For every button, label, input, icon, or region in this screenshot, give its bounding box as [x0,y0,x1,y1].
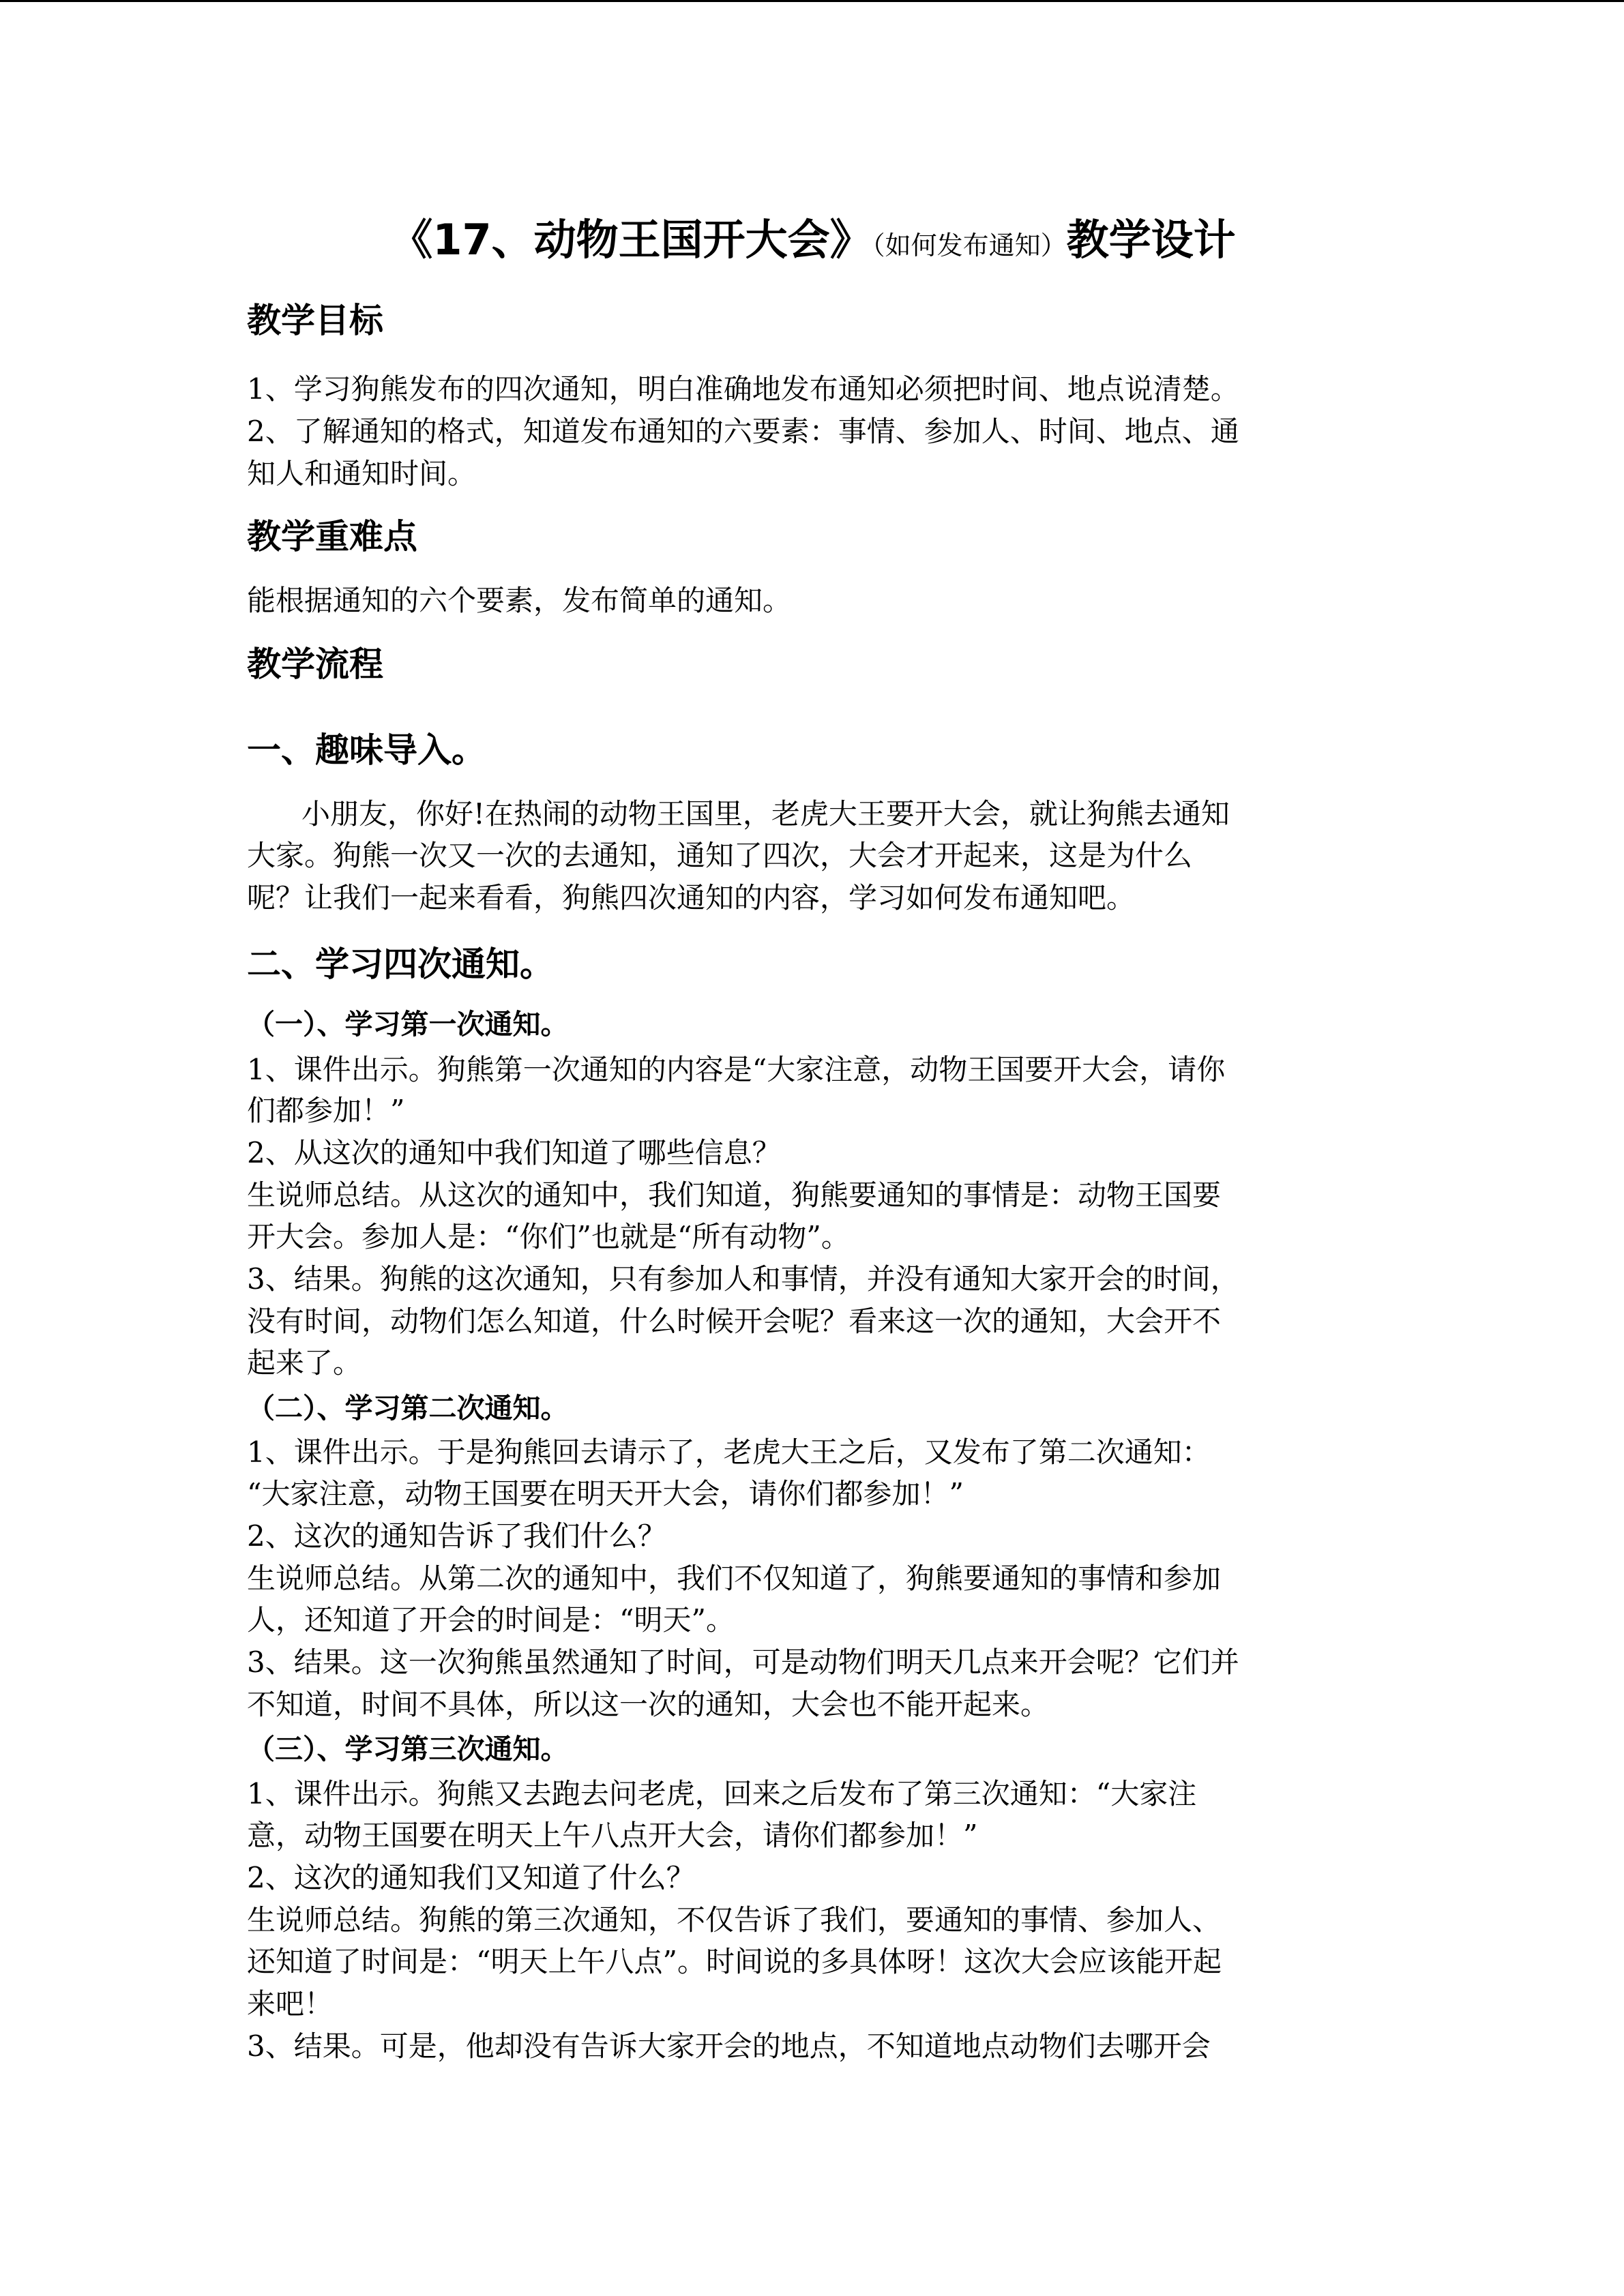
body-line: 2、从这次的通知中我们知道了哪些信息？ [247,1136,781,1169]
title-end: 教学设计 [1066,215,1236,265]
heading-part-1: 一、趣味导入。 [247,730,486,770]
body-line: 意，动物王国要在明天上午八点开大会，请你们都参加！” [247,1819,978,1852]
body-line: 生说师总结。从第二次的通知中，我们不仅知道了，狗熊要通知的事情和参加 [247,1562,1222,1595]
body-line: 3、结果。这一次狗熊虽然通知了时间，可是动物们明天几点来开会呢？它们并 [247,1645,1239,1679]
intro-line: 小朋友，你好!在热闹的动物王国里，老虎大王要开大会，就让狗熊去通知 [301,797,1230,831]
heading-part-2: 二、学习四次通知。 [247,944,554,984]
subheading-third-notice: （三）、学习第三次通知。 [247,1733,569,1765]
intro-line: 呢？让我们一起来看看，狗熊四次通知的内容，学习如何发布通知吧。 [247,881,1136,914]
body-line: 起来了。 [247,1346,362,1380]
goal-line: 1、学习狗熊发布的四次通知，明白准确地发布通知必须把时间、地点说清楚。 [247,372,1239,406]
subheading-second-notice: （二）、学习第二次通知。 [247,1392,569,1425]
body-line: 2、这次的通知告诉了我们什么？ [247,1519,666,1553]
body-line: 生说师总结。从这次的通知中，我们知道，狗熊要通知的事情是：动物王国要 [247,1178,1222,1212]
body-line: “大家注意，动物王国要在明天开大会，请你们都参加！” [247,1477,964,1510]
page-top-border [0,0,1624,2]
body-line: 2、这次的通知我们又知道了什么？ [247,1861,695,1894]
body-line: 3、结果。狗熊的这次通知，只有参加人和事情，并没有通知大家开会的时间， [247,1262,1239,1296]
body-line: 还知道了时间是：“明天上午八点”。时间说的多具体呀！这次大会应该能开起 [247,1945,1222,1978]
intro-line: 大家。狗熊一次又一次的去通知，通知了四次，大会才开起来，这是为什么 [247,839,1193,872]
title-main: 《17、动物王国开大会》 [390,215,872,265]
body-line: 3、结果。可是，他却没有告诉大家开会的地点，不知道地点动物们去哪开会 [247,2029,1211,2063]
subheading-first-notice: （一）、学习第一次通知。 [247,1008,569,1041]
heading-teaching-flow: 教学流程 [247,644,383,684]
body-line: 人，还知道了开会的时间是：“明天”。 [247,1603,735,1637]
title-subtitle: （如何发布通知） [872,230,1067,260]
body-line: 1、课件出示。于是狗熊回去请示了，老虎大王之后，又发布了第二次通知： [247,1435,1211,1469]
body-line: 来吧！ [247,1987,334,2021]
body-line: 不知道，时间不具体，所以这一次的通知，大会也不能开起来。 [247,1688,1050,1721]
goal-line: 2、了解通知的格式，知道发布通知的六要素：事情、参加人、时间、地点、通 [247,415,1239,448]
heading-teaching-goals: 教学目标 [247,301,383,340]
body-line: 开大会。参加人是：“你们”也就是“所有动物”。 [247,1220,850,1253]
body-line: 1、课件出示。狗熊第一次通知的内容是“大家注意，动物王国要开大会，请你 [247,1053,1226,1086]
body-line: 生说师总结。狗熊的第三次通知，不仅告诉了我们，要通知的事情、参加人、 [247,1903,1222,1937]
body-line: 们都参加！” [247,1094,405,1127]
key-point-line: 能根据通知的六个要素，发布简单的通知。 [247,584,792,617]
body-line: 没有时间，动物们怎么知道，什么时候开会呢？看来这一次的通知，大会开不 [247,1304,1222,1338]
document-title [247,213,1379,273]
heading-key-points: 教学重难点 [247,517,417,556]
body-line: 1、课件出示。狗熊又去跑去问老虎，回来之后发布了第三次通知：“大家注 [247,1777,1197,1810]
goal-line: 知人和通知时间。 [247,457,477,490]
